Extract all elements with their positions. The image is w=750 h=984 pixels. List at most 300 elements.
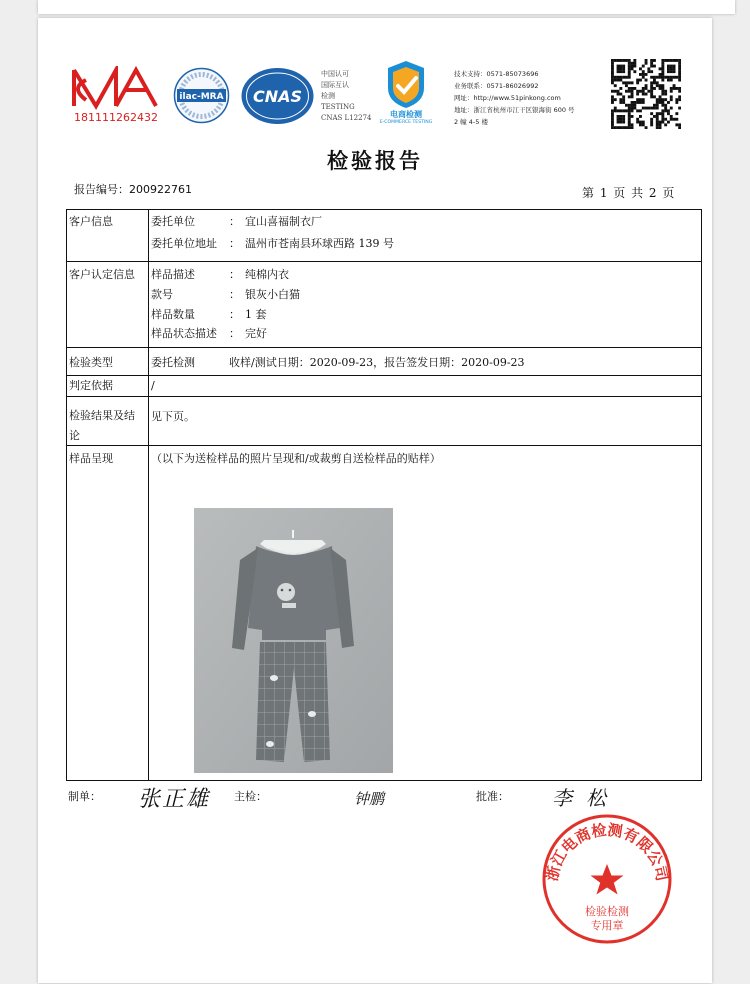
qr-module: [614, 84, 617, 87]
qr-module: [619, 70, 622, 73]
qr-module: [642, 123, 645, 126]
sample-colon: ：: [229, 327, 240, 340]
qr-module: [611, 76, 614, 79]
client-name-colon: ：: [229, 215, 240, 228]
sample-label: 样品描述: [151, 268, 195, 281]
qr-module: [664, 107, 667, 110]
qr-module: [650, 121, 653, 124]
cnas-cert-text: [321, 69, 371, 124]
client-section-label: 客户信息: [69, 215, 113, 228]
qr-module: [622, 65, 625, 68]
qr-module: [636, 93, 639, 96]
qr-module: [675, 87, 678, 90]
qr-module: [678, 90, 681, 93]
qr-module: [628, 76, 631, 79]
qr-module: [645, 59, 648, 62]
qr-module: [611, 67, 614, 70]
qr-module: [639, 121, 642, 124]
qr-module: [611, 95, 614, 98]
page-indicator: 第 1 页 共 2 页: [582, 186, 675, 200]
qr-module: [678, 123, 681, 126]
qr-module: [617, 109, 620, 112]
chief-label: 主检：: [234, 790, 267, 803]
qr-module: [653, 87, 656, 90]
qr-module: [622, 118, 625, 121]
qr-module: [678, 95, 681, 98]
qr-module: [642, 70, 645, 73]
qr-module: [617, 65, 620, 68]
contact-line: [454, 116, 575, 128]
qr-module: [611, 115, 614, 118]
qr-module: [653, 95, 656, 98]
qr-module: [653, 76, 656, 79]
qr-module: [631, 81, 634, 84]
table-divider: [67, 396, 701, 397]
qr-module: [656, 123, 659, 126]
qr-module: [645, 84, 648, 87]
seal-line1: 检验检测: [585, 905, 629, 918]
qr-module: [633, 65, 636, 68]
client-address: 温州市苍南县环球西路 139 号: [245, 237, 394, 250]
qr-module: [645, 107, 648, 110]
qr-module: [656, 107, 659, 110]
qr-module: [667, 76, 670, 79]
qr-module: [661, 76, 664, 79]
qr-module: [628, 87, 631, 90]
qr-module: [611, 98, 614, 101]
qr-module: [614, 76, 617, 79]
official-seal: [540, 812, 674, 946]
qr-module: [639, 98, 642, 101]
qr-module: [653, 79, 656, 82]
table-divider: [67, 261, 701, 262]
qr-module: [650, 81, 653, 84]
sample-colon: ：: [229, 268, 240, 281]
sample-label: 样品数量: [151, 308, 195, 321]
qr-module: [628, 95, 631, 98]
qr-module: [611, 65, 614, 68]
qr-module: [636, 98, 639, 101]
cert-line: CNAS L12274: [321, 114, 372, 122]
qr-module: [661, 115, 664, 118]
qr-module: [628, 112, 631, 115]
qr-module: [633, 87, 636, 90]
qr-module: [633, 70, 636, 73]
qr-module: [631, 62, 634, 65]
qr-module: [659, 121, 662, 124]
qr-module: [645, 62, 648, 65]
qr-module: [611, 59, 614, 62]
ec-logo-en: E-COMMERCE TESTING: [379, 120, 433, 124]
qr-module: [617, 59, 620, 62]
qr-module: [639, 67, 642, 70]
qr-module: [656, 121, 659, 124]
qr-module: [611, 62, 614, 65]
qr-module: [667, 112, 670, 115]
qr-module: [628, 59, 631, 62]
qr-module: [678, 62, 681, 65]
qr-module: [678, 59, 681, 62]
qr-module: [642, 90, 645, 93]
qr-module: [625, 59, 628, 62]
qr-module: [631, 104, 634, 107]
qr-module: [667, 79, 670, 82]
qr-module: [628, 123, 631, 126]
qr-module: [647, 70, 650, 73]
qr-module: [650, 70, 653, 73]
contact-value[interactable]: http://www.51pinkong.com: [473, 94, 561, 102]
contact-line: [454, 80, 575, 92]
qr-module: [673, 76, 676, 79]
qr-module: [647, 67, 650, 70]
qr-module: [664, 123, 667, 126]
qr-module: [670, 118, 673, 121]
qr-module: [622, 98, 625, 101]
qr-module: [619, 67, 622, 70]
qr-module: [650, 76, 653, 79]
made-by-signature: 张正雄: [138, 787, 211, 812]
qr-module: [636, 79, 639, 82]
qr-module: [622, 101, 625, 104]
qr-module: [661, 90, 664, 93]
sample-label: 样品状态描述: [151, 327, 217, 340]
qr-module: [628, 107, 631, 110]
qr-module: [628, 65, 631, 68]
qr-module: [639, 123, 642, 126]
qr-module: [653, 115, 656, 118]
qr-module: [650, 87, 653, 90]
qr-module: [636, 81, 639, 84]
qr-module: [670, 107, 673, 110]
qr-module: [633, 59, 636, 62]
qr-module: [631, 109, 634, 112]
qr-module: [667, 121, 670, 124]
qr-module: [622, 76, 625, 79]
qr-module: [617, 76, 620, 79]
qr-module: [675, 112, 678, 115]
qr-module: [659, 84, 662, 87]
qr-module: [670, 79, 673, 82]
cma-number: 181111262432: [74, 111, 158, 124]
qr-module: [614, 90, 617, 93]
qr-module: [619, 126, 622, 129]
qr-module: [636, 101, 639, 104]
qr-module: [678, 76, 681, 79]
qr-module: [625, 90, 628, 93]
qr-module: [619, 118, 622, 121]
qr-module: [639, 90, 642, 93]
qr-module: [650, 93, 653, 96]
qr-module: [670, 90, 673, 93]
qr-module: [642, 65, 645, 68]
qr-module: [678, 126, 681, 129]
qr-module: [642, 87, 645, 90]
qr-module: [673, 84, 676, 87]
qr-module: [678, 87, 681, 90]
qr-module: [628, 104, 631, 107]
qr-module: [617, 79, 620, 82]
qr-module: [659, 123, 662, 126]
qr-module: [656, 98, 659, 101]
qr-module: [650, 62, 653, 65]
qr-module: [642, 107, 645, 110]
qr-module: [628, 115, 631, 118]
qr-module: [670, 98, 673, 101]
cnas-logo: [240, 66, 315, 126]
contact-value: 2 幢 4-5 楼: [454, 118, 488, 126]
qr-module: [656, 118, 659, 121]
qr-module: [639, 109, 642, 112]
qr-module: [670, 70, 673, 73]
sample-value: 银灰小白猫: [245, 288, 300, 301]
qr-module: [653, 107, 656, 110]
client-address-colon: ：: [229, 237, 240, 250]
qr-module: [678, 65, 681, 68]
qr-module: [619, 76, 622, 79]
qr-module: [619, 121, 622, 124]
inspection-type-label: 检验类型: [69, 356, 113, 369]
qr-module: [636, 109, 639, 112]
qr-module: [661, 84, 664, 87]
qr-module: [628, 126, 631, 129]
qr-module: [653, 59, 656, 62]
contact-info: [454, 68, 575, 128]
qr-module: [636, 90, 639, 93]
qr-module: [636, 121, 639, 124]
qr-module: [664, 90, 667, 93]
table-divider: [67, 445, 701, 446]
previous-page-edge: [38, 0, 735, 14]
qr-module: [656, 115, 659, 118]
qr-module: [659, 98, 662, 101]
qr-module: [617, 121, 620, 124]
qr-module: [622, 115, 625, 118]
qr-module: [617, 93, 620, 96]
qr-module: [661, 65, 664, 68]
qr-module: [664, 98, 667, 101]
qr-module: [628, 70, 631, 73]
qr-module: [614, 59, 617, 62]
qr-module: [670, 59, 673, 62]
table-column-divider: [148, 210, 149, 781]
qr-module: [659, 126, 662, 129]
qr-module: [656, 81, 659, 84]
qr-module: [628, 73, 631, 76]
client-address-label: 委托单位地址: [151, 237, 217, 250]
basis-label: 判定依据: [69, 379, 113, 392]
qr-module: [656, 112, 659, 115]
qr-module: [633, 107, 636, 110]
sample-section-label: 客户认定信息: [69, 268, 135, 281]
qr-module: [642, 93, 645, 96]
qr-module: [678, 79, 681, 82]
qr-module: [661, 109, 664, 112]
cert-line: TESTING: [321, 103, 355, 111]
sample-value: 1 套: [245, 308, 267, 321]
qr-module: [622, 121, 625, 124]
qr-module: [631, 87, 634, 90]
qr-module: [661, 118, 664, 121]
qr-module: [670, 87, 673, 90]
qr-module: [619, 79, 622, 82]
qr-module: [617, 126, 620, 129]
qr-module: [667, 67, 670, 70]
ecommerce-testing-logo: [374, 58, 438, 124]
qr-module: [667, 101, 670, 104]
qr-module: [678, 107, 681, 110]
report-title: 检验报告: [327, 148, 423, 173]
contact-label: 网址：: [454, 94, 474, 102]
qr-module: [661, 112, 664, 115]
qr-module: [659, 76, 662, 79]
qr-module: [631, 126, 634, 129]
qr-module: [650, 65, 653, 68]
qr-module: [631, 95, 634, 98]
contact-label: 地址：: [454, 106, 474, 114]
qr-module: [661, 70, 664, 73]
basis-value: /: [151, 379, 155, 392]
qr-module: [631, 101, 634, 104]
qr-module: [633, 104, 636, 107]
qr-module: [617, 70, 620, 73]
qr-module: [661, 104, 664, 107]
sample-label: 款号: [151, 288, 173, 301]
qr-module: [670, 76, 673, 79]
qr-module: [625, 126, 628, 129]
qr-module: [650, 118, 653, 121]
qr-module: [619, 65, 622, 68]
ilac-mra-logo: [173, 67, 230, 124]
qr-module: [656, 104, 659, 107]
ilac-logo-text: ilac-MRA: [179, 92, 224, 102]
qr-module: [622, 109, 625, 112]
qr-module: [628, 62, 631, 65]
cnas-logo-text: CNAS: [252, 87, 303, 106]
contact-line: [454, 68, 575, 80]
contact-line: [454, 92, 575, 104]
report-number-label: 报告编号：: [74, 183, 129, 196]
qr-module: [678, 98, 681, 101]
sample-photo: [194, 508, 393, 773]
qr-module: [675, 98, 678, 101]
qr-module: [625, 84, 628, 87]
qr-module: [633, 101, 636, 104]
qr-module: [614, 126, 617, 129]
qr-module: [628, 109, 631, 112]
cert-line: 检测: [321, 92, 335, 100]
qr-module: [661, 121, 664, 124]
qr-module: [636, 118, 639, 121]
qr-module: [642, 73, 645, 76]
qr-module: [650, 90, 653, 93]
cert-line: 国际互认: [321, 81, 349, 89]
qr-module: [611, 112, 614, 115]
qr-module: [661, 67, 664, 70]
qr-module: [650, 112, 653, 115]
result-label: 检验结果及结论: [69, 409, 135, 442]
qr-module: [673, 65, 676, 68]
qr-module: [661, 59, 664, 62]
qr-module: [645, 79, 648, 82]
qr-module: [659, 101, 662, 104]
result-value: 见下页。: [151, 410, 195, 423]
qr-module: [650, 59, 653, 62]
presentation-note: （以下为送检样品的照片呈现和/或裁剪自送检样品的贴样）: [151, 452, 441, 465]
qr-module: [611, 121, 614, 124]
qr-module: [619, 98, 622, 101]
qr-module: [631, 107, 634, 110]
qr-module: [614, 107, 617, 110]
qr-module: [633, 62, 636, 65]
presentation-label: 样品呈现: [69, 452, 113, 465]
qr-module: [656, 101, 659, 104]
ec-logo-cn: 电商检测: [390, 110, 422, 119]
qr-module: [617, 118, 620, 121]
qr-module: [622, 67, 625, 70]
qr-module: [675, 76, 678, 79]
qr-code[interactable]: [611, 59, 681, 129]
qr-module: [661, 101, 664, 104]
qr-module: [619, 87, 622, 90]
qr-module: [659, 112, 662, 115]
client-name: 宜山喜福制衣厂: [245, 215, 322, 228]
qr-module: [611, 73, 614, 76]
sample-colon: ：: [229, 288, 240, 301]
qr-module: [667, 65, 670, 68]
qr-module: [628, 121, 631, 124]
qr-module: [659, 95, 662, 98]
client-name-label: 委托单位: [151, 215, 195, 228]
contact-label: 技术支持：: [454, 70, 487, 78]
sample-value: 纯棉内衣: [245, 268, 289, 281]
qr-module: [659, 73, 662, 76]
qr-module: [639, 115, 642, 118]
qr-module: [631, 115, 634, 118]
qr-module: [673, 87, 676, 90]
inspection-type: 委托检测: [151, 356, 195, 369]
qr-module: [664, 93, 667, 96]
qr-module: [673, 67, 676, 70]
qr-module: [664, 76, 667, 79]
qr-module: [678, 67, 681, 70]
report-number-value: 200922761: [129, 183, 192, 196]
qr-module: [617, 90, 620, 93]
sample-value: 完好: [245, 327, 267, 340]
qr-module: [650, 123, 653, 126]
qr-module: [661, 62, 664, 65]
qr-module: [678, 70, 681, 73]
contact-value: 0571-86026992: [486, 82, 539, 90]
qr-module: [647, 107, 650, 110]
qr-module: [631, 93, 634, 96]
qr-module: [661, 79, 664, 82]
qr-module: [631, 67, 634, 70]
qr-module: [628, 90, 631, 93]
contact-value: 0571-85073696: [486, 70, 539, 78]
qr-module: [614, 79, 617, 82]
qr-module: [659, 67, 662, 70]
approve-label: 批准：: [476, 790, 509, 803]
seal-org-text: 浙江电商检测有限公司: [542, 820, 672, 883]
qr-module: [639, 101, 642, 104]
qr-module: [625, 104, 628, 107]
qr-module: [631, 65, 634, 68]
qr-module: [670, 95, 673, 98]
qr-module: [631, 123, 634, 126]
approve-signature: 李松: [552, 786, 620, 810]
cma-logo: [70, 66, 162, 124]
contact-line: [454, 104, 575, 116]
